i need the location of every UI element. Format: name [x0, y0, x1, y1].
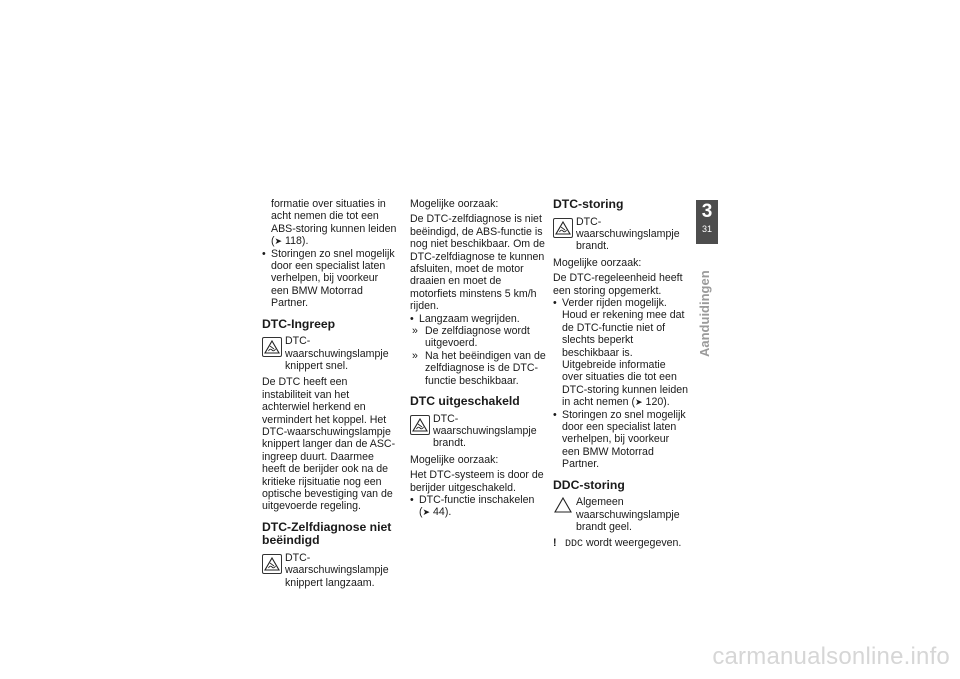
- general-warning-icon: [553, 496, 573, 514]
- warning-row: DTC-waarschuwingslampje brandt.: [410, 413, 546, 450]
- dtc-warning-lamp-icon: [410, 415, 430, 435]
- chapter-title: Aanduidingen: [697, 270, 712, 357]
- section-heading-ddc-storing: DDC-storing: [553, 477, 625, 492]
- section-heading-dtc-storing: DTC-storing: [553, 197, 624, 211]
- cause-label: Mogelijke oorzaak:: [553, 256, 642, 269]
- paragraph: De DTC-regeleenheid heeft een storing opgemerkt.: [553, 272, 683, 297]
- column-2: [410, 198, 546, 519]
- warning-row: DTC-waarschuwingslampje knippert snel.: [262, 335, 398, 372]
- arrow-right-icon: ➤: [635, 397, 643, 408]
- bullet-list: [410, 313, 546, 325]
- section-heading-dtc-uitgeschakeld: DTC uitgeschakeld: [410, 394, 520, 409]
- column-1: [262, 198, 398, 593]
- section-heading-dtc-ingreep: DTC-Ingreep: [262, 316, 336, 331]
- dtc-warning-lamp-icon: [262, 337, 282, 357]
- display-code: DDC: [565, 539, 584, 551]
- page-reference[interactable]: (➤ 120).: [631, 396, 670, 409]
- list-item: • Langzaam wegrijden.: [410, 313, 546, 325]
- paragraph: De DTC heeft een instabiliteit van het achterwiel herkend en vermindert het koppel. Het DTC-waarschuwingslampje knippert langer dan de ASC-ingreep duurt. Daarmee heeft de berijder ook na de kritieke rijsituatie nog een optische bevestiging van de uitgevoerde regeling.: [262, 376, 396, 513]
- paragraph: De DTC-zelfdiagnose is niet beëindigd, de ABS-functie is nog niet beschikbaar. Om de DTC-zelfdiagnose te kunnen afsluiten, moet de motor draaien en moet de motorfiets minstens 5 km/h rijden.: [410, 213, 545, 313]
- result-item: » Na het beëindigen van de zelfdiagnose is de DTC-functie beschikbaar.: [410, 350, 546, 387]
- bullet-list: [553, 297, 689, 471]
- list-item: • Storingen zo snel mogelijk door een specialist laten verhelpen, bij voorkeur een BMW Motorrad Partner.: [262, 248, 398, 310]
- cause-label: Mogelijke oorzaak:: [410, 453, 499, 466]
- dtc-warning-lamp-icon: [553, 218, 573, 238]
- result-item: » De zelfdiagnose wordt uitgevoerd.: [410, 325, 546, 350]
- paragraph: Het DTC-systeem is door de berijder uitgeschakeld.: [410, 469, 544, 494]
- page-reference[interactable]: (➤ 118).: [271, 235, 309, 248]
- arrow-right-icon: ➤: [422, 507, 431, 518]
- exclamation-icon: !: [553, 537, 557, 550]
- warning-row: Algemeen waarschuwingslampje brandt geel.: [553, 496, 689, 533]
- watermark: carmanualsonline.info: [712, 643, 950, 670]
- page-reference[interactable]: (➤ 44).: [419, 506, 452, 519]
- arrow-right-icon: ➤: [274, 236, 283, 247]
- list-item: • Verder rijden mogelijk. Houd er rekening mee dat de DTC-functie niet of slechts beperkt beschikbaar is. Uitgebreide informatie over situaties die tot een DTC-storing kunnen leiden in acht nemen (➤ 120).: [553, 297, 689, 409]
- column-3: [553, 198, 689, 552]
- bullet-list: [410, 494, 546, 519]
- dtc-warning-lamp-icon: [262, 554, 282, 574]
- list-item: • Storingen zo snel mogelijk door een specialist laten verhelpen, bij voorkeur een BMW Motorrad Partner.: [553, 409, 689, 471]
- chapter-number: 3: [701, 201, 713, 222]
- chapter-tab: [696, 200, 718, 244]
- warning-row: DTC-waarschuwingslampje knippert langzaam.: [262, 552, 398, 589]
- display-note: ! DDC wordt weergegeven.: [553, 537, 682, 551]
- bullet-list: [262, 198, 398, 310]
- cause-label: Mogelijke oorzaak:: [410, 198, 499, 210]
- list-item: formatie over situaties in acht nemen die tot een ABS-storing kunnen leiden (➤ 118).: [271, 198, 397, 248]
- result-list: [410, 325, 546, 387]
- page-number: 31: [701, 224, 712, 234]
- list-item: • DTC-functie inschakelen (➤ 44).: [410, 494, 546, 519]
- section-heading-dtc-zelfdiagnose: DTC-Zelfdiagnose niet beëindigd: [262, 519, 392, 548]
- warning-row: DTC-waarschuwingslampje brandt.: [553, 216, 689, 253]
